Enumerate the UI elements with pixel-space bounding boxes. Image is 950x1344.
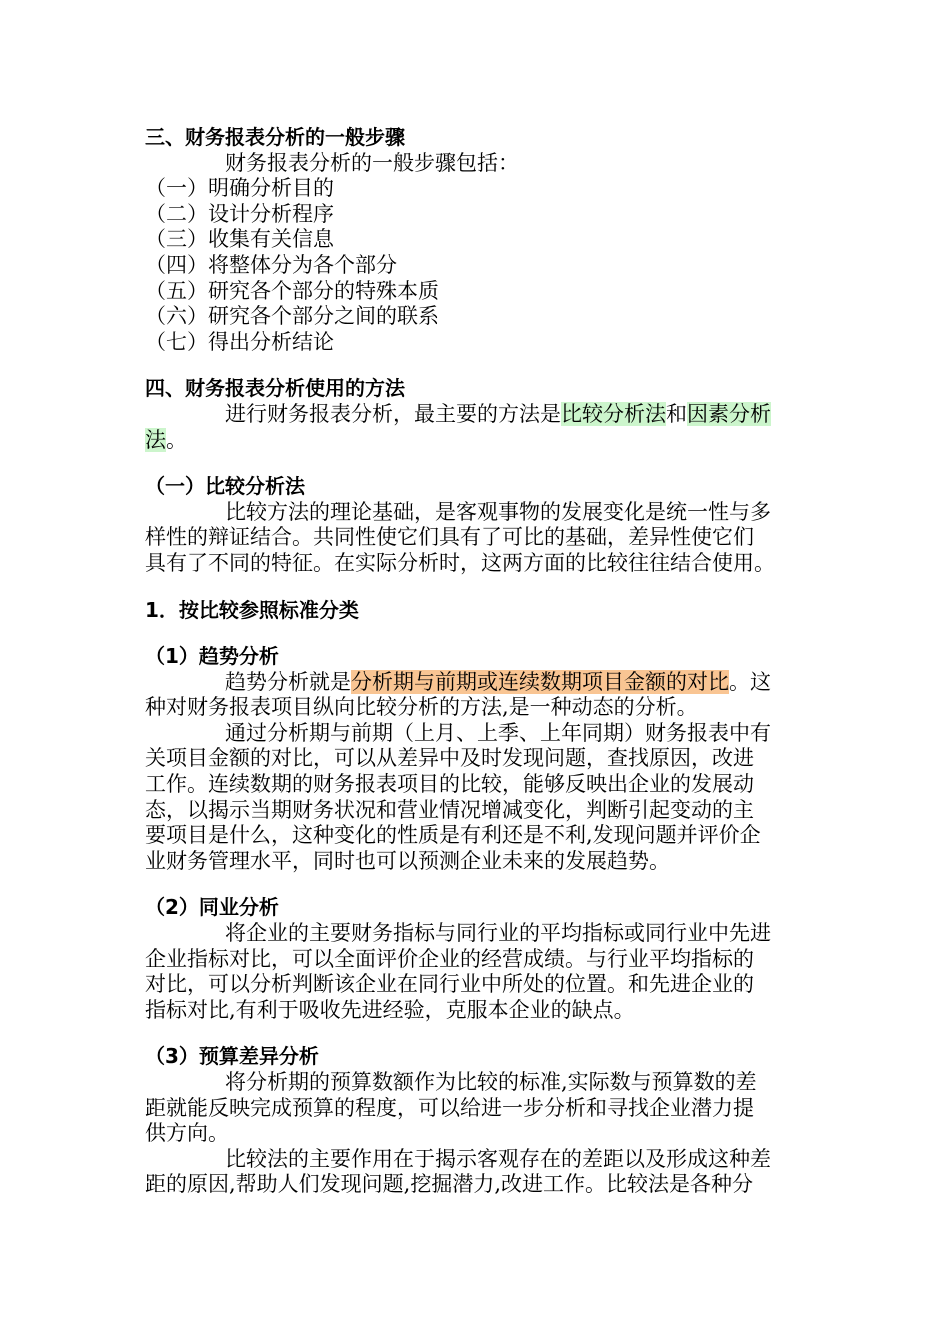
step-item: （五）研究各个部分的特殊本质 [145,278,439,303]
trend-heading: （1）趋势分析 [145,644,279,669]
step-item: （七）得出分析结论 [145,329,334,354]
step-item: （二）设计分析程序 [145,201,334,226]
trend-p2-line: 要项目是什么，这种变化的性质是有利还是不利,发现问题并评价企 [145,823,761,848]
spacer [145,453,805,474]
trend-p1-line [145,670,805,696]
peer-text-line: 指标对比,有利于吸收先进经验，克服本企业的缺点。 [145,997,635,1022]
budget-p2-line: 距的原因,帮助人们发现问题,挖掘潜力,改进工作。比较法是各种分 [145,1172,754,1197]
section4-intro-and: 和 [666,401,687,426]
section4-intro-pre: 进行财务报表分析，最主要的方法是 [225,401,561,426]
trend-p2-line: 通过分析期与前期（上月、上季、上年同期）财务报表中有 [225,720,771,745]
step-item: （一）明确分析目的 [145,176,334,201]
step-item: （四）将整体分为各个部分 [145,252,397,277]
budget-p2-line: 比较法的主要作用在于揭示客观存在的差距以及形成这种差 [225,1146,771,1171]
spacer [145,874,805,895]
highlight-trend-definition: 分析期与前期或连续数期项目金额的对比 [351,669,729,694]
compare-text-line: 具有了不同的特征。在实际分析时，这两方面的比较往往结合使用。 [145,550,775,575]
budget-heading: （3）预算差异分析 [145,1044,319,1069]
spacer [145,577,805,598]
compare-text-line: 比较方法的理论基础，是客观事物的发展变化是统一性与多 [225,499,771,524]
highlight-method-compare: 比较分析法 [561,401,666,426]
peer-heading: （2）同业分析 [145,895,279,920]
budget-p1-line: 距就能反映完成预算的程度，可以给进一步分析和寻找企业潜力提 [145,1095,754,1120]
section4-intro-post: 。 [166,427,187,452]
compare-heading: （一）比较分析法 [145,474,305,499]
budget-p1-line: 将分析期的预算数额作为比较的标准,实际数与预算数的差 [225,1070,757,1094]
compare-text-line: 样性的辩证结合。共同性使它们具有了可比的基础，差异性使它们 [145,525,754,550]
highlight-method-factor-end: 法 [145,427,166,452]
peer-text-line: 对比，可以分析判断该企业在同行业中所处的位置。和先进企业的 [145,972,754,997]
highlight-method-factor: 因素分析 [687,401,771,426]
budget-p1-line: 供方向。 [145,1121,229,1146]
peer-text-line: 将企业的主要财务指标与同行业的平均指标或同行业中先进 [225,921,771,946]
trend-p2-line: 关项目金额的对比，可以从差异中及时发现问题，查找原因，改进 [145,746,754,771]
section3-heading: 三、财务报表分析的一般步骤 [145,125,405,149]
step-item: （三）收集有关信息 [145,227,334,252]
spacer [145,355,805,376]
peer-text-line: 企业指标对比，可以全面评价企业的经营成绩。与行业平均指标的 [145,946,754,971]
section3-intro: 财务报表分析的一般步骤包括： [225,150,519,175]
step-item: （六）研究各个部分之间的联系 [145,304,439,329]
spacer [145,1023,805,1044]
trend-p1-line: 种对财务报表项目纵向比较分析的方法,是一种动态的分析。 [145,695,698,720]
trend-p2-line: 业财务管理水平，同时也可以预测企业未来的发展趋势。 [145,848,670,873]
trend-p1-post: 。这 [729,669,771,694]
spacer [145,623,805,644]
classify-heading: 1．按比较参照标准分类 [145,597,359,622]
section4-intro [145,402,805,428]
document-page [145,125,805,1198]
trend-p1-pre: 趋势分析就是 [225,669,351,694]
trend-p2-line: 工作。连续数期的财务报表项目的比较，能够反映出企业的发展动 [145,772,754,797]
section4-heading: 四、财务报表分析使用的方法 [145,376,405,401]
section4-intro-cont [145,428,805,454]
trend-p2-line: 态，以揭示当期财务状况和营业情况增减变化，判断引起变动的主 [145,797,754,822]
